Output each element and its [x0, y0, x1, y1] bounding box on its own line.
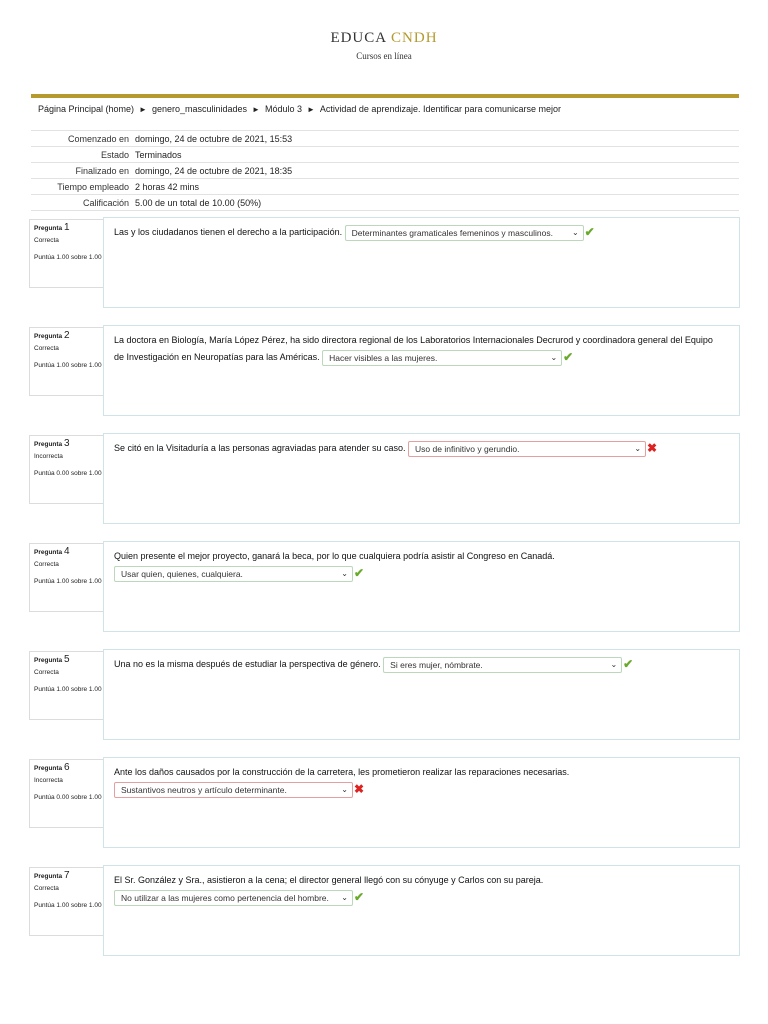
summary-value: 5.00 de un total de 10.00 (50%): [132, 195, 739, 211]
brand-main: EDUCA: [330, 30, 387, 46]
summary-row-time: [31, 179, 739, 195]
question-status: Correcta: [34, 669, 59, 676]
question-info: [29, 435, 105, 504]
site-logo[interactable]: [0, 30, 768, 47]
summary-label: Calificación: [31, 195, 132, 211]
question-number: Pregunta 5: [34, 654, 70, 665]
question-text-block: [114, 656, 724, 673]
breadcrumb-separator-icon: ►: [252, 105, 260, 114]
summary-label: Estado: [31, 147, 132, 163]
question-points: Puntúa 1.00 sobre 1.00: [34, 362, 102, 369]
question-text: Ante los daños causados por la construcción de la carretera, les prometieron realizar las reparaciones necesarias.: [114, 767, 570, 777]
summary-row-finished: [31, 163, 739, 179]
question-label: Pregunta: [34, 441, 63, 448]
question-status: Correcta: [34, 345, 59, 352]
chevron-down-icon: ⌄: [341, 892, 348, 902]
question-content: [103, 217, 740, 308]
question-info: [29, 759, 105, 828]
breadcrumb-module[interactable]: Módulo 3: [264, 104, 302, 114]
question-number: Pregunta 4: [34, 546, 70, 557]
question-text-block: [114, 764, 724, 798]
question-status: Incorrecta: [34, 777, 63, 784]
question-number: Pregunta 7: [34, 870, 70, 881]
check-icon: ✔: [354, 890, 365, 905]
question-7: [29, 865, 740, 956]
summary-row-grade: [31, 195, 739, 211]
summary-value: 2 horas 42 mins: [132, 179, 739, 195]
question-text: Quien presente el mejor proyecto, ganará la beca, por lo que cualquiera podría asistir al Congreso en Canadá.: [114, 551, 555, 561]
summary-label: Tiempo empleado: [31, 179, 132, 195]
question-number: Pregunta 6: [34, 762, 70, 773]
breadcrumb-activity[interactable]: Actividad de aprendizaje. Identificar para comunicarse mejor: [319, 104, 562, 114]
summary-label: Comenzado en: [31, 131, 132, 147]
question-points: Puntúa 1.00 sobre 1.00: [34, 902, 102, 909]
question-text-block: [114, 440, 724, 457]
chevron-down-icon: ⌄: [341, 784, 348, 794]
question-label: Pregunta: [34, 657, 63, 664]
question-points: Puntúa 1.00 sobre 1.00: [34, 254, 102, 261]
breadcrumb-separator-icon: ►: [306, 105, 315, 114]
answer-select[interactable]: [383, 657, 622, 673]
question-status: Incorrecta: [34, 453, 63, 460]
question-status: Correcta: [34, 885, 59, 892]
breadcrumb-separator-icon: ►: [139, 105, 147, 114]
question-6: [29, 757, 740, 848]
question-text: La doctora en Biología, María López Pérez, ha sido directora regional de los Laboratorios Internacionales Decrurod y coordinadora general del Equipo de Investigación en Neuropatías para las Américas.: [114, 335, 713, 362]
breadcrumb: [38, 104, 561, 114]
question-info: [29, 543, 105, 612]
question-content: [103, 325, 740, 416]
question-content: [103, 757, 740, 848]
answer-value: No utilizar a las mujeres como pertenencia del hombre.: [121, 892, 329, 903]
site-subtitle: Cursos en línea: [356, 51, 412, 61]
check-icon: ✔: [623, 657, 634, 672]
summary-value: Terminados: [132, 147, 739, 163]
answer-value: Hacer visibles a las mujeres.: [329, 352, 438, 363]
breadcrumb-course[interactable]: genero_masculinidades: [151, 104, 248, 114]
brand-accent: CNDH: [391, 30, 438, 46]
question-info: [29, 651, 105, 720]
question-info: [29, 867, 105, 936]
question-info: [29, 327, 105, 396]
question-label: Pregunta: [34, 225, 63, 232]
answer-value: Usar quien, quienes, cualquiera.: [121, 568, 243, 579]
question-content: [103, 649, 740, 740]
question-points: Puntúa 1.00 sobre 1.00: [34, 686, 102, 693]
question-status: Correcta: [34, 237, 59, 244]
question-points: Puntúa 1.00 sobre 1.00: [34, 578, 102, 585]
question-text: Una no es la misma después de estudiar la perspectiva de género.: [114, 659, 381, 669]
question-text-block: [114, 548, 724, 582]
answer-select[interactable]: [322, 350, 562, 366]
cross-icon: ✖: [354, 782, 365, 797]
question-text-block: [114, 872, 724, 906]
answer-select[interactable]: [408, 441, 646, 457]
chevron-down-icon: ⌄: [341, 568, 348, 578]
chevron-down-icon: ⌄: [571, 227, 579, 237]
header-divider: [31, 94, 739, 98]
question-label: Pregunta: [34, 873, 63, 880]
question-text: Se citó en la Visitaduría a las personas agraviadas para atender su caso.: [114, 443, 406, 453]
check-icon: ✔: [584, 225, 595, 240]
answer-value: Sustantivos neutros y artículo determinante.: [121, 784, 287, 795]
chevron-down-icon: ⌄: [610, 659, 618, 669]
question-text-block: [114, 224, 724, 241]
question-number: Pregunta 1: [34, 222, 70, 233]
question-text: Las y los ciudadanos tienen el derecho a la participación.: [114, 227, 343, 237]
question-label: Pregunta: [34, 765, 63, 772]
question-4: [29, 541, 740, 632]
cross-icon: ✖: [647, 441, 658, 456]
check-icon: ✔: [563, 350, 574, 365]
answer-select[interactable]: [114, 890, 353, 906]
question-content: [103, 433, 740, 524]
question-1: [29, 217, 740, 308]
attempt-summary-table: [31, 130, 739, 211]
question-status: Correcta: [34, 561, 59, 568]
question-label: Pregunta: [34, 333, 63, 340]
answer-select[interactable]: [114, 566, 353, 582]
summary-row-started: [31, 131, 739, 147]
question-5: [29, 649, 740, 740]
question-number: Pregunta 2: [34, 330, 70, 341]
question-2: [29, 325, 740, 416]
question-info: [29, 219, 105, 288]
question-3: [29, 433, 740, 524]
question-points: Puntúa 0.00 sobre 1.00: [34, 470, 102, 477]
chevron-down-icon: ⌄: [550, 352, 558, 362]
answer-value: Determinantes gramaticales femeninos y masculinos.: [351, 227, 553, 238]
answer-value: Si eres mujer, nómbrate.: [390, 659, 483, 670]
check-icon: ✔: [354, 566, 365, 581]
answer-select[interactable]: [345, 225, 584, 241]
summary-row-state: [31, 147, 739, 163]
question-text: El Sr. González y Sra., asistieron a la cena; el director general llegó con su cónyuge y Carlos con su pareja.: [114, 875, 544, 885]
question-number: Pregunta 3: [34, 438, 70, 449]
summary-label: Finalizado en: [31, 163, 132, 179]
answer-value: Uso de infinitivo y gerundio.: [415, 443, 520, 454]
chevron-down-icon: ⌄: [634, 443, 642, 453]
breadcrumb-home[interactable]: Página Principal (home): [38, 104, 135, 114]
question-text-block: [114, 332, 724, 366]
question-points: Puntúa 0.00 sobre 1.00: [34, 794, 102, 801]
site-header: [0, 0, 768, 94]
summary-value: domingo, 24 de octubre de 2021, 15:53: [132, 131, 739, 147]
answer-select[interactable]: [114, 782, 353, 798]
question-content: [103, 865, 740, 956]
question-label: Pregunta: [34, 549, 63, 556]
summary-value: domingo, 24 de octubre de 2021, 18:35: [132, 163, 739, 179]
question-content: [103, 541, 740, 632]
